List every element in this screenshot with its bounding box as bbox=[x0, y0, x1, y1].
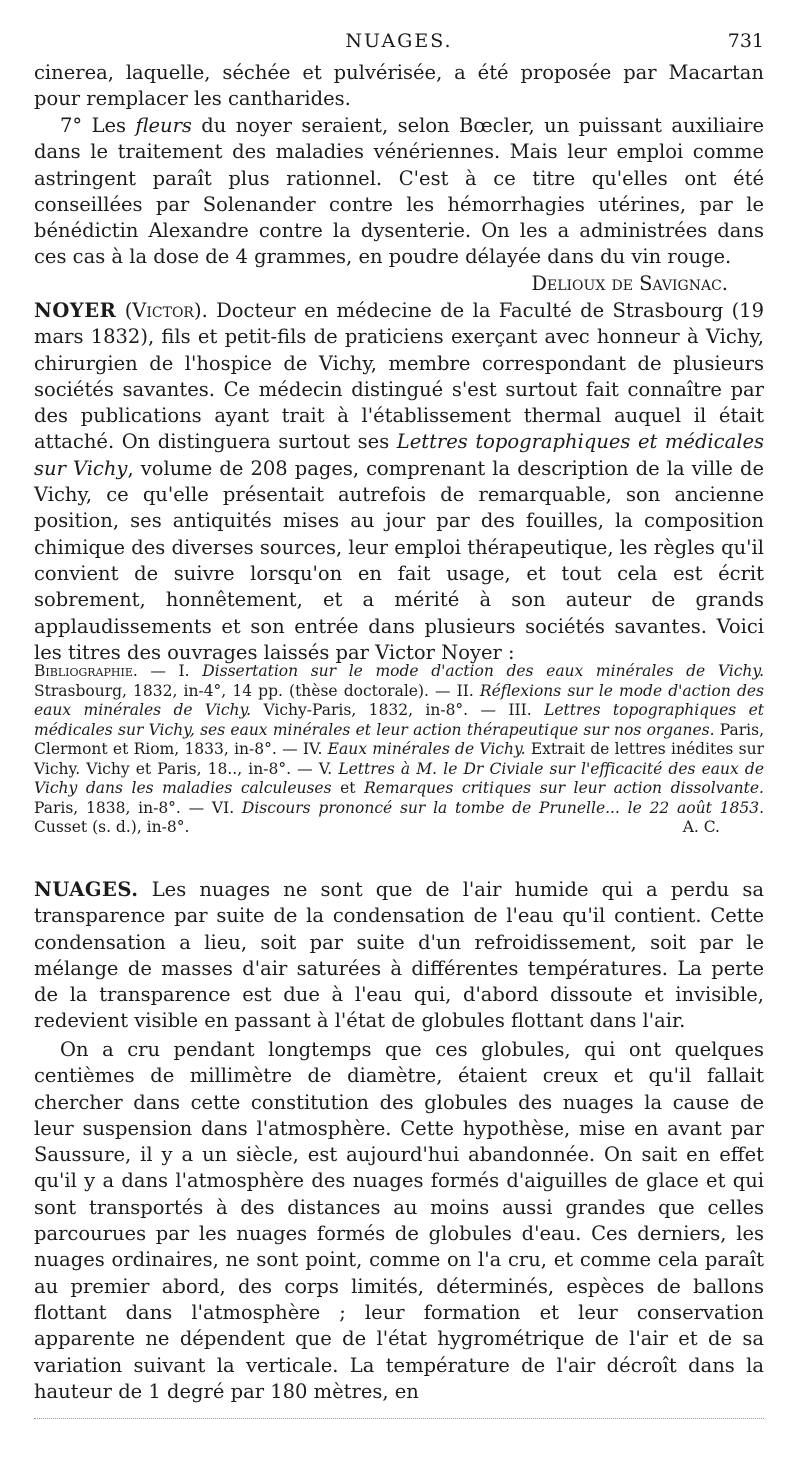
running-head bbox=[34, 30, 764, 54]
italic-lettres: Lettres topographiques et médicales sur Vichy bbox=[34, 430, 764, 480]
paragraph-globules: On a cru pendant longtemps que ces globules, qui ont quelques centièmes de millimètre de diamètre, étaient creux et qu'il fallait chercher dans cette constitution des globules des nuages la cause de leur suspension dans l'atmosphère. Cette hypothèse, mise en avant par Saussure, il y a un siècle, est aujourd'hui abandonnée. On sait en effet qu'il y a dans l'atmosphère des nuages formés d'aiguilles de glace et qui sont transportés à des distances au moins aussi grandes que celles parcourues par les nuages formés de globules d'eau. Ces derniers, les nuages ordinaires, ne sont point, comme on l'a cru, et comme cela paraît au premier abord, des corps limités, déterminés, espèces de ballons flottant dans l'atmosphère ; leur formation et leur conservation apparente ne dépendent que de l'état hygrométrique de l'air et de sa variation suivant la verticale. La température de l'air décroît dans la hauteur de 1 degré par 180 mètres, en bbox=[34, 1038, 764, 1403]
bottom-rule bbox=[34, 1418, 764, 1419]
italic-fleurs: fleurs bbox=[135, 114, 192, 137]
signature-delioux: Delioux de Savignac. bbox=[531, 271, 728, 295]
headword-nuages: NUAGES. bbox=[34, 878, 139, 901]
page-number: 731 bbox=[727, 30, 764, 52]
paragraph-fleurs: 7° Les fleurs du noyer seraient, selon Bœcler, un puissant auxiliaire dans le traitement des maladies vénériennes. Mais leur emploi comme astringent paraît plus rationnel. C'est à ce titre qu'elles ont été conseillées par Solenander contre les hémorrhagies utérines, par le bénédictin Alexandre contre la dysenterie. On les a administrées dans ces cas à la dose de 4 grammes, en poudre délayée dans du vin rouge. Delioux de Savignac. bbox=[34, 113, 764, 297]
bibliography: Bibliographie. — I. Dissertation sur le mode d'action des eaux minérales de Vichy. Strasbourg, 1832, in-4°, 14 pp. (thèse doctorale). — II. Réflexions sur le mode d'action des eaux minérales de Vichy. Vichy-Paris, 1832, in-8°. — III. Lettres topographiques et médicales sur Vichy, ses eaux minérales et leur action thérapeutique sur nos organes. Paris, Clermont et Riom, 1833, in-8°. — IV. Eaux minérales de Vichy. Extrait de lettres inédites sur Vichy. Vichy et Paris, 18.., in-8°. — V. Lettres à M. le Dr Civiale sur l'efficacité des eaux de Vichy dans les maladies calculeuses et Remarques critiques sur leur action dissolvante. Paris, 1838, in-8°. — VI. Discours prononcé sur la tombe de Prunelle... le 22 août 1853. Cusset (s. d.), in-8°. A. C. bbox=[34, 662, 765, 836]
paragraph-cinerea: cinerea, laquelle, séchée et pulvérisée, a été proposée par Macartan pour remplacer les cantharides. bbox=[34, 61, 764, 111]
running-title: NUAGES. bbox=[345, 30, 453, 52]
headword-noyer: NOYER bbox=[34, 299, 117, 322]
bibliography-label: Bibliographie. bbox=[34, 662, 138, 680]
entry-nuages: NUAGES. Les nuages ne sont que de l'air humide qui a perdu sa transparence par suite de la condensation de l'eau qu'il contient. Cette condensation a lieu, soit par suite d'un refroidissement, soit par le mélange de masses d'air saturées à différentes températures. La perte de la transparence est due à l'eau qui, d'abord dissoute et invisible, redevient visible en passant à l'état de globules flottant dans l'air. bbox=[34, 878, 764, 1033]
signature-ac: A. C. bbox=[682, 818, 720, 836]
entry-noyer-victor: NOYER (Victor). Docteur en médecine de la Faculté de Strasbourg (19 mars 1832), fils et petit-fils de praticiens exerçant avec honneur à Vichy, chirurgien de l'hospice de Vichy, membre correspondant de plusieurs sociétés savantes. Ce médecin distingué s'est surtout fait connaître par des publications ayant trait à l'établissement thermal auquel il était attaché. On distinguera surtout ses Lettres topographiques et médicales sur Vichy, volume de 208 pages, comprenant la description de la ville de Vichy, ce qu'elle présentait autrefois de remarquable, son ancienne position, ses antiquités mises au jour par des fouilles, la composition chimique des diverses sources, leur emploi thérapeutique, les règles qu'il convient de suivre lorsqu'on en fait usage, et tout cela est écrit sobrement, honnêtement, et a mérité à son auteur de grands applaudissements et son entrée dans plusieurs sociétés savantes. Voici les titres des ouvrages laissés par Victor Noyer : bbox=[34, 299, 764, 664]
item-number: 7° bbox=[60, 114, 83, 137]
author-name: (Victor). bbox=[124, 299, 208, 322]
